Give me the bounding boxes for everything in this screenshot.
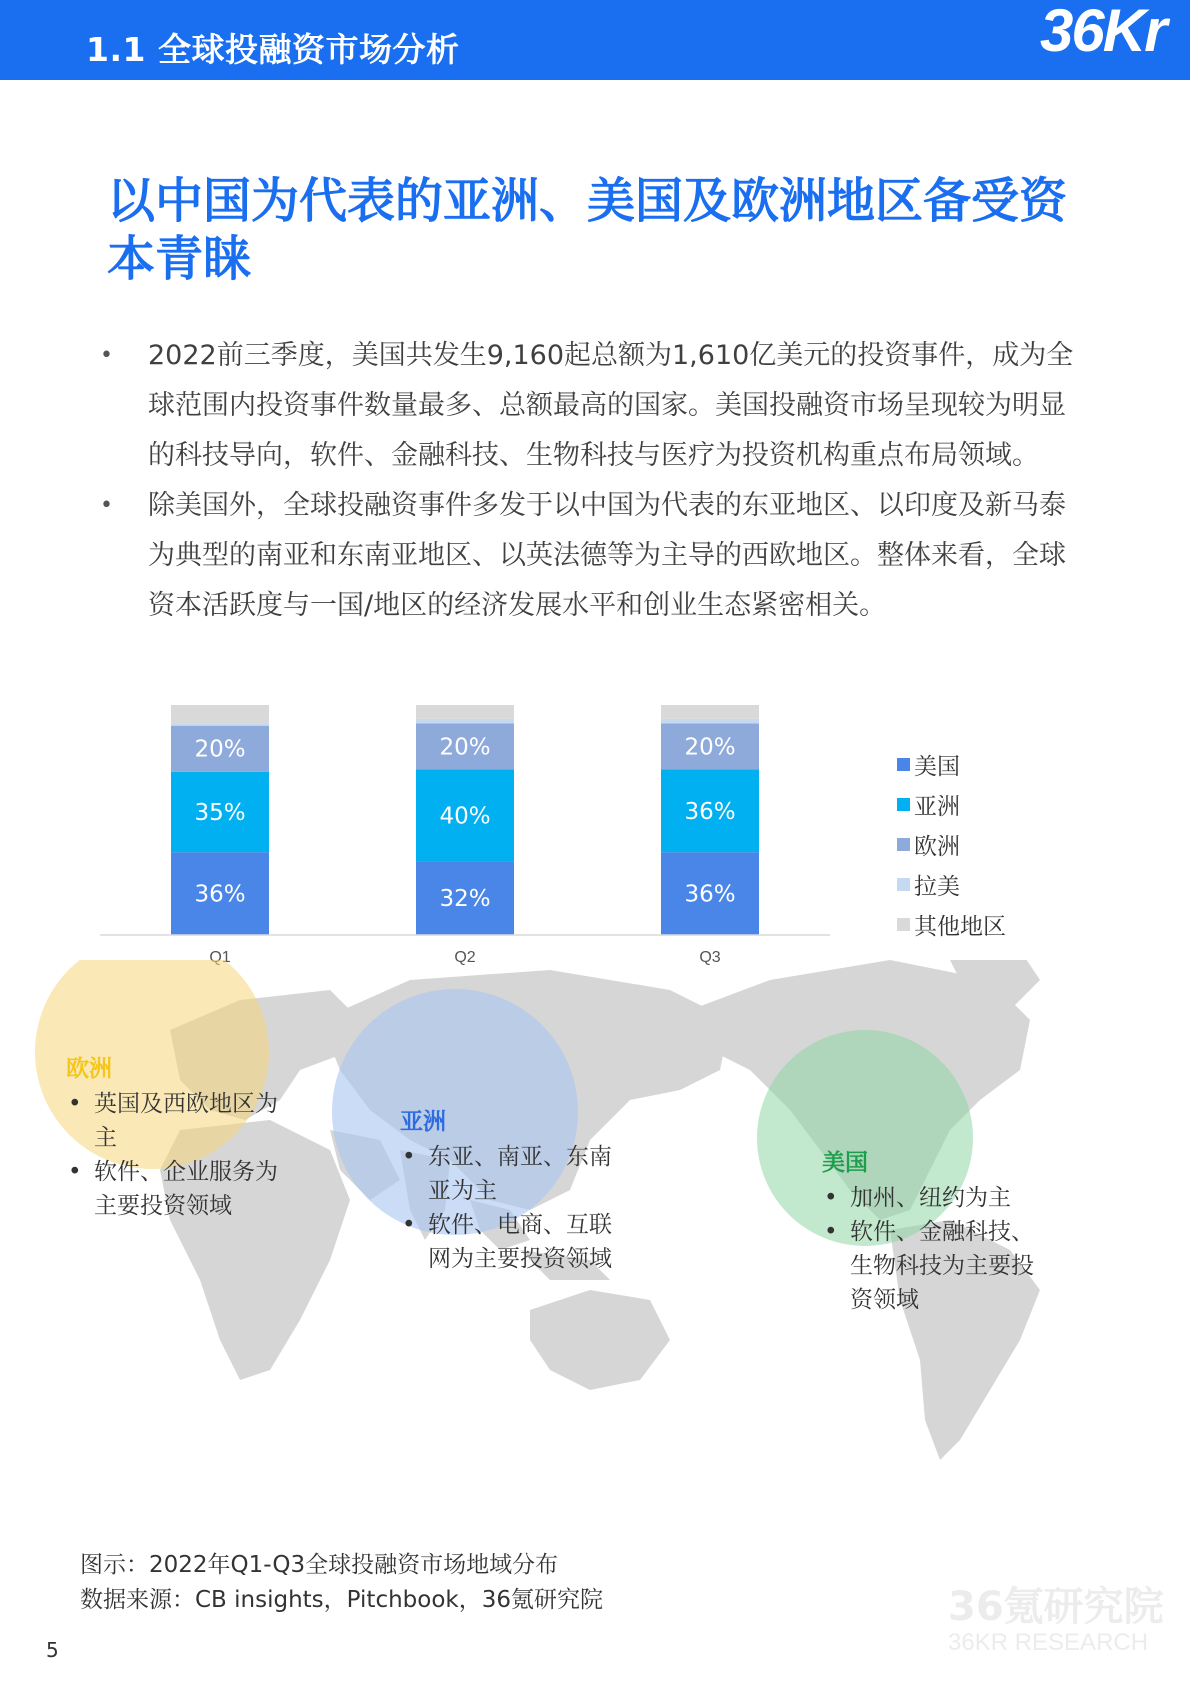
bar-segment-q3-4 — [661, 705, 759, 719]
region-item: • 加州、纽约为主 — [822, 1181, 1037, 1215]
region-title: 欧洲 — [66, 1056, 112, 1082]
data-label: 32% — [439, 886, 491, 913]
bullet-text: 除美国外，全球投融资事件多发于以中国为代表的东亚地区、以印度及新马泰为典型的南亚和东南亚地区、以英法德等为主导的西欧地区。整体来看，全球资本活跃度与一国/地区的经济发展水平和创业生态紧密相关。 — [148, 490, 1066, 621]
brand-logo: 36Kr — [1040, 0, 1166, 64]
bar-segment-q2-4 — [416, 705, 514, 719]
bullet-item — [100, 331, 1090, 481]
legend-swatch — [897, 758, 910, 771]
region-usa — [822, 1144, 1037, 1317]
bar-segment-q1-4 — [171, 705, 269, 723]
bar-segment-q2-3 — [416, 719, 514, 724]
header-bar — [0, 0, 1190, 80]
legend-item-usa — [897, 744, 1006, 784]
watermark-line1: 36氪研究院 — [948, 1584, 1164, 1630]
data-label: 20% — [194, 736, 246, 763]
legend-label: 美国 — [914, 753, 960, 780]
region-asia — [400, 1103, 615, 1276]
region-item: • 软件、电商、互联网为主要投资领域 — [400, 1208, 615, 1276]
data-label: 36% — [684, 881, 736, 908]
legend-swatch — [897, 878, 910, 891]
x-tick-label: Q3 — [699, 949, 721, 966]
legend-label: 其他地区 — [914, 913, 1006, 940]
data-label: 40% — [439, 803, 491, 830]
legend-label: 欧洲 — [914, 833, 960, 860]
region-title: 亚洲 — [400, 1109, 446, 1135]
caption-figure: 图示：2022年Q1-Q3全球投融资市场地域分布 — [80, 1552, 559, 1578]
x-tick-label: Q2 — [454, 949, 476, 966]
legend-item-latam — [897, 864, 1006, 904]
stacked-bar-chart — [90, 700, 850, 975]
legend-swatch — [897, 838, 910, 851]
region-item: • 东亚、南亚、东南亚为主 — [400, 1140, 615, 1208]
data-label: 20% — [684, 734, 736, 761]
watermark-line2: 36KR RESEARCH — [948, 1629, 1149, 1656]
region-item: • 英国及西欧地区为主 — [66, 1087, 281, 1155]
region-item: • 软件、金融科技、生物科技为主要投资领域 — [822, 1215, 1037, 1317]
chart-legend — [897, 744, 1006, 944]
figure-caption — [80, 1548, 603, 1618]
legend-swatch — [897, 918, 910, 931]
australia-landmass — [530, 1290, 670, 1390]
page-number: 5 — [46, 1638, 59, 1662]
bullet-list — [100, 331, 1090, 631]
region-europe — [66, 1050, 281, 1223]
page-headline: 以中国为代表的亚洲、美国及欧洲地区备受资本青睐 — [107, 173, 1068, 287]
legend-label: 拉美 — [914, 873, 960, 900]
bar-segment-q3-3 — [661, 719, 759, 724]
region-item: • 软件、企业服务为主要投资领域 — [66, 1155, 281, 1223]
data-label: 20% — [439, 734, 491, 761]
bullet-item — [100, 481, 1090, 631]
region-title: 美国 — [822, 1150, 868, 1176]
data-label: 36% — [684, 798, 736, 825]
bullet-dot: • — [100, 493, 113, 518]
legend-label: 亚洲 — [914, 793, 960, 820]
bar-segment-q1-3 — [171, 723, 269, 725]
data-label: 36% — [194, 881, 246, 908]
legend-swatch — [897, 798, 910, 811]
section-title: 1.1 全球投融资市场分析 — [86, 30, 460, 69]
data-label: 35% — [194, 799, 246, 826]
watermark — [948, 1585, 1164, 1657]
legend-item-asia — [897, 784, 1006, 824]
legend-item-other — [897, 904, 1006, 944]
caption-source: 数据来源：CB insights，Pitchbook，36氪研究院 — [80, 1587, 603, 1613]
x-tick-label: Q1 — [209, 949, 231, 966]
bullet-dot: • — [100, 343, 113, 368]
bullet-text: 2022前三季度，美国共发生9,160起总额为1,610亿美元的投资事件，成为全球范围内投资事件数量最多、总额最高的国家。美国投融资市场呈现较为明显的科技导向，软件、金融科技、生物科技与医疗为投资机构重点布局领域。 — [148, 340, 1074, 471]
legend-item-europe — [897, 824, 1006, 864]
